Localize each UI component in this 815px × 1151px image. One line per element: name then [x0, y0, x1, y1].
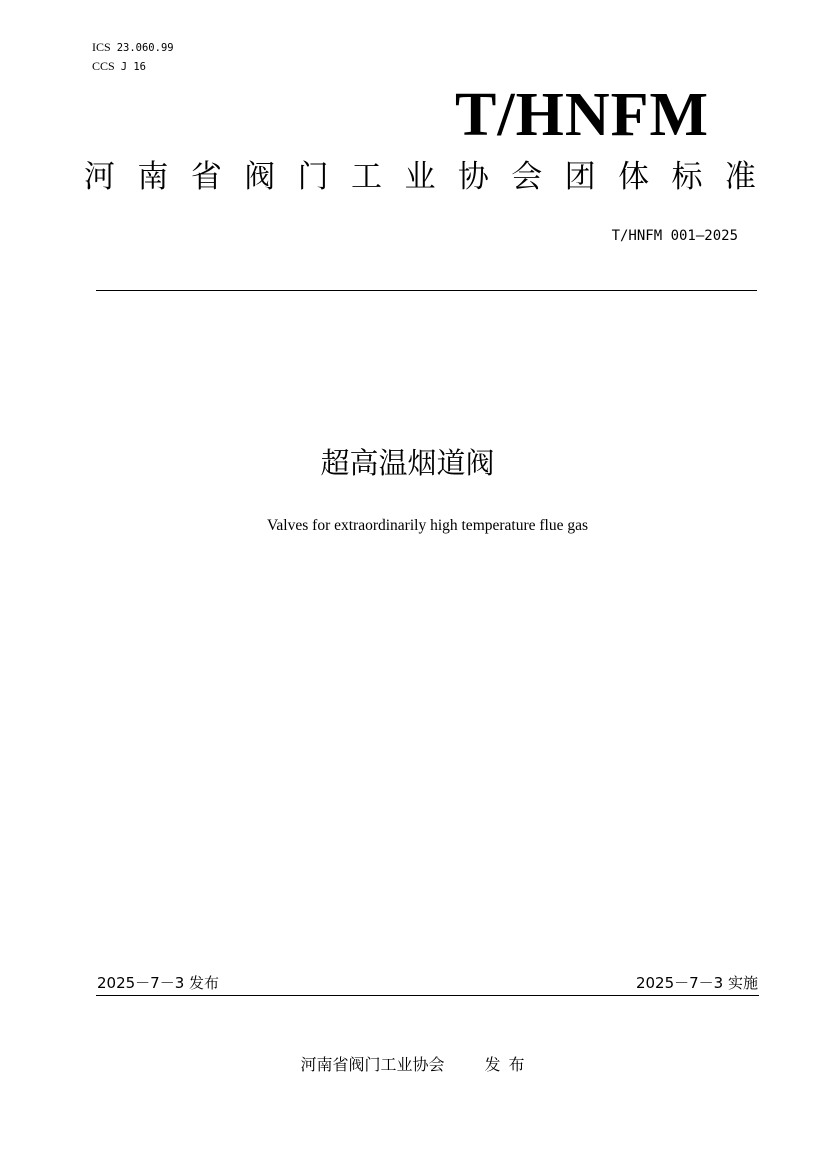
org-title-char: 业 [404, 159, 436, 195]
publisher-action: 发布 [484, 1055, 533, 1074]
organization-standard-title [84, 155, 756, 199]
document-title-en: Valves for extraordinarily high temperature flue gas [266, 517, 589, 534]
org-title-char: 工 [351, 159, 383, 195]
ccs-row [92, 57, 174, 76]
org-title-char: 标 [671, 159, 703, 195]
issue-date: 2025－7－3 发布 [97, 974, 220, 992]
org-title-char: 省 [190, 159, 222, 195]
document-title-zh: 超高温烟道阀 [320, 446, 495, 480]
header-divider [96, 290, 757, 291]
ics-label: ICS [92, 40, 111, 54]
org-title-char: 南 [137, 159, 169, 195]
ccs-value: J 16 [120, 61, 146, 73]
publisher-line [0, 1053, 815, 1077]
org-title-char: 会 [511, 159, 543, 195]
footer-divider [96, 995, 759, 996]
org-title-char: 河 [84, 159, 115, 195]
ics-value: 23.060.99 [116, 42, 174, 54]
publisher-name: 河南省阀门工业协会 [300, 1055, 445, 1074]
org-title-char: 阀 [244, 159, 276, 195]
classification-codes [92, 38, 174, 76]
ics-row [92, 38, 174, 57]
ccs-label: CCS [92, 59, 115, 73]
org-title-char: 准 [724, 159, 756, 195]
org-title-char: 门 [297, 159, 329, 195]
org-title-char: 协 [457, 159, 489, 195]
org-title-char: 团 [564, 159, 596, 195]
effective-date: 2025－7－3 实施 [635, 974, 758, 992]
org-title-char: 体 [618, 159, 650, 195]
standard-logo: T/HNFM [455, 81, 709, 149]
standard-number: T/HNFM 001—2025 [611, 228, 738, 244]
